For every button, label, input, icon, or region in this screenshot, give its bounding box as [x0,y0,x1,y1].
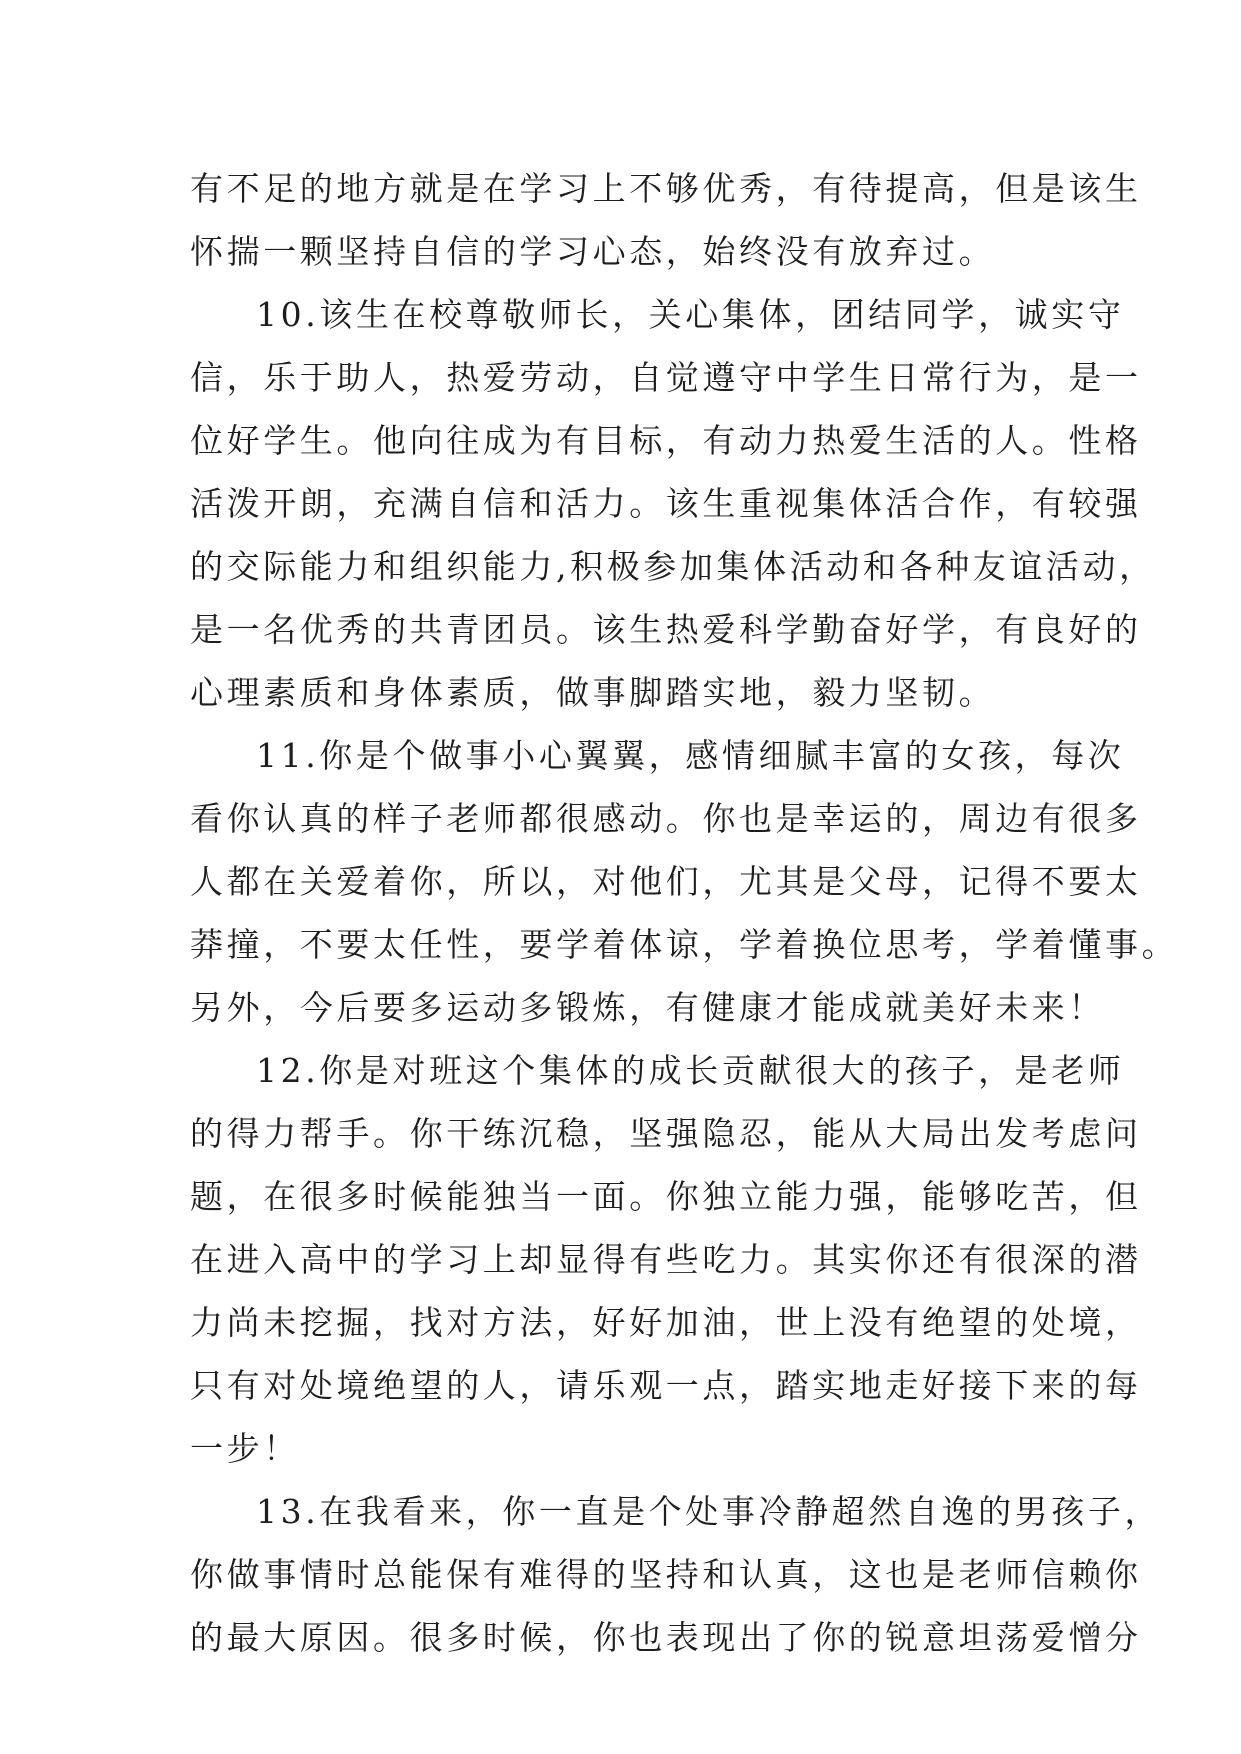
text-line: 看你认真的样子老师都很感动。你也是幸运的，周边有很多 [190,799,1142,838]
text-line: 的交际能力和组织能力,积极参加集体活动和各种友谊活动， [190,547,1156,586]
text-line: 怀揣一颗坚持自信的学习心态，始终没有放弃过。 [190,232,996,271]
text-line: 莽撞，不要太任性，要学着体谅，学着换位思考，学着懂事。 [190,925,1179,964]
text-line: 只有对处境绝望的人，请乐观一点，踏实地走好接下来的每 [190,1366,1142,1405]
text-line: 在进入高中的学习上却显得有些吃力。其实你还有很深的潜 [190,1240,1142,1279]
text-line: 人都在关爱着你，所以，对他们，尤其是父母，记得不要太 [190,862,1142,901]
paragraph-10-start: 10.该生在校尊敬师长，关心集体，团结同学，诚实守 [256,295,1125,334]
text-line: 的最大原因。很多时候，你也表现出了你的锐意坦荡爱憎分 [190,1618,1142,1657]
paragraph-12-start: 12.你是对班这个集体的成长贡献很大的孩子，是老师 [256,1051,1125,1090]
text-line: 信，乐于助人，热爱劳动，自觉遵守中学生日常行为，是一 [190,358,1142,397]
paragraph-13-start: 13.在我看来，你一直是个处事冷静超然自逸的男孩子， [256,1492,1162,1531]
paragraph-11-start: 11.你是个做事小心翼翼，感情细腻丰富的女孩，每次 [256,736,1125,775]
text-line: 另外，今后要多运动多锻炼，有健康才能成就美好未来！ [190,988,1105,1027]
text-line: 你做事情时总能保有难得的坚持和认真，这也是老师信赖你 [190,1555,1142,1594]
text-line: 有不足的地方就是在学习上不够优秀，有待提高，但是该生 [190,169,1142,208]
text-line: 力尚未挖掘，找对方法，好好加油，世上没有绝望的处境， [190,1303,1142,1342]
text-line: 一步！ [190,1429,300,1468]
text-line: 题，在很多时候能独当一面。你独立能力强，能够吃苦，但 [190,1177,1142,1216]
text-line: 活泼开朗，充满自信和活力。该生重视集体活合作，有较强 [190,484,1142,523]
text-line: 心理素质和身体素质，做事脚踏实地，毅力坚韧。 [190,673,996,712]
text-line: 位好学生。他向往成为有目标，有动力热爱生活的人。性格 [190,421,1142,460]
text-line: 是一名优秀的共青团员。该生热爱科学勤奋好学，有良好的 [190,610,1142,649]
text-line: 的得力帮手。你干练沉稳，坚强隐忍，能从大局出发考虑问 [190,1114,1142,1153]
